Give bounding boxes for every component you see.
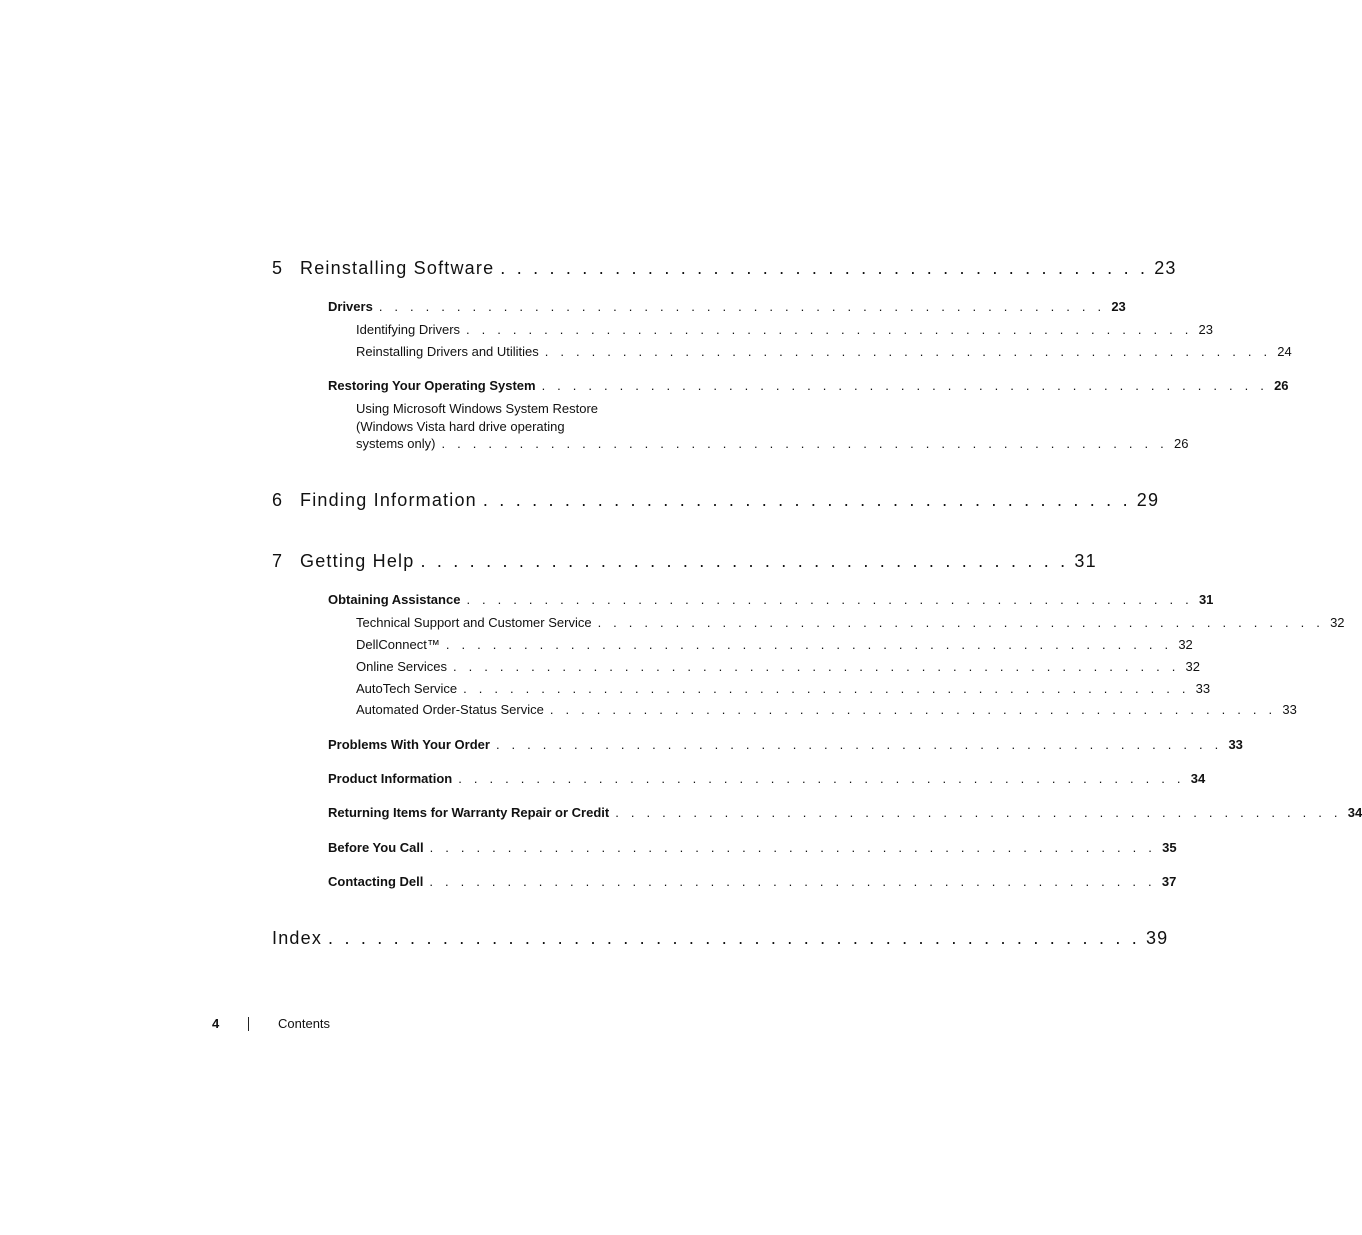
dot-leader: . . . . . . . . . . . . . . . . . . . . . . . . . . . . . . . . . . . . . . . . . . . . . . . [441, 436, 1168, 451]
chapter-page: 29 [1136, 490, 1160, 510]
chapter-page: 31 [1074, 551, 1097, 571]
dot-leader: . . . . . . . . . . . . . . . . . . . . . . . . . . . . . . . . . . . . . . . . . . . . . . . [445, 637, 1173, 652]
section-title: Product Information [328, 771, 453, 786]
item-title: AutoTech Service [356, 681, 458, 696]
section-title: Contacting Dell [328, 874, 424, 889]
section-page: 23 [1111, 299, 1126, 314]
toc-section-problems-order[interactable] [328, 737, 1243, 752]
item-page: 33 [1282, 702, 1297, 717]
section-page: 34 [1190, 771, 1206, 786]
dot-leader: . . . . . . . . . . . . . . . . . . . . . . . . . . . . . . . . . . . . . . . . . . . . . . . [466, 322, 1193, 337]
toc-item-online-services[interactable] [356, 659, 1201, 674]
toc-item-identifying-drivers[interactable] [356, 322, 1214, 337]
section-page: 26 [1274, 378, 1289, 393]
chapter-number: 5 [272, 258, 284, 278]
item-page: 23 [1198, 322, 1214, 337]
toc-section-product-information[interactable] [328, 771, 1206, 786]
index-page: 39 [1145, 928, 1169, 948]
dot-leader: . . . . . . . . . . . . . . . . . . . . . . . . . . . . . . . . . . . . . . . . . . . . . . . [466, 592, 1193, 607]
toc-section-returning-items[interactable] [328, 805, 1362, 820]
toc-section-restoring-os[interactable] [328, 378, 1289, 393]
toc-section-before-you-call[interactable] [328, 840, 1177, 855]
dot-leader: . . . . . . . . . . . . . . . . . . . . . . . . . . . . . . . . . . . . . . . . [420, 551, 1069, 571]
item-title: systems only) [356, 436, 436, 451]
toc-item-line[interactable]: (Windows Vista hard drive operating [356, 419, 565, 434]
item-title: Reinstalling Drivers and Utilities [356, 344, 539, 359]
item-title: Automated Order-Status Service [356, 702, 544, 717]
item-title: Technical Support and Customer Service [356, 615, 592, 630]
item-title: Identifying Drivers [356, 322, 461, 337]
toc-chapter-6[interactable] [272, 490, 1160, 511]
dot-leader: . . . . . . . . . . . . . . . . . . . . . . . . . . . . . . . . . . . . . . . . . . . . . . . [458, 771, 1185, 786]
footer-divider [248, 1017, 249, 1031]
index-title: Index [272, 928, 323, 948]
dot-leader: . . . . . . . . . . . . . . . . . . . . . . . . . . . . . . . . . . . . . . . . . . . . . . . [549, 702, 1277, 717]
section-title: Restoring Your Operating System [328, 378, 536, 393]
dot-leader: . . . . . . . . . . . . . . . . . . . . . . . . . . . . . . . . . . . . . . . . . . . . . . . [429, 874, 1156, 889]
item-page: 32 [1185, 659, 1201, 674]
chapter-page: 23 [1154, 258, 1177, 278]
toc-item-dellconnect[interactable] [356, 637, 1193, 652]
toc-section-drivers[interactable] [328, 299, 1126, 314]
footer-page-number: 4 [212, 1016, 220, 1031]
toc-item-reinstalling-drivers[interactable] [356, 344, 1292, 359]
section-title: Obtaining Assistance [328, 592, 461, 607]
toc-section-contacting-dell[interactable] [328, 874, 1177, 889]
item-page: 26 [1173, 436, 1189, 451]
item-page: 33 [1195, 681, 1211, 696]
section-title: Before You Call [328, 840, 424, 855]
toc-item-order-status[interactable] [356, 702, 1297, 717]
section-page: 37 [1161, 874, 1177, 889]
dot-leader: . . . . . . . . . . . . . . . . . . . . . . . . . . . . . . . . . . . . . . . . . . . . . . . [453, 659, 1180, 674]
section-page: 33 [1228, 737, 1243, 752]
section-title: Problems With Your Order [328, 737, 490, 752]
chapter-number: 7 [272, 551, 284, 571]
item-page: 32 [1330, 615, 1345, 630]
dot-leader: . . . . . . . . . . . . . . . . . . . . . . . . . . . . . . . . . . . . . . . . [482, 490, 1131, 510]
dot-leader: . . . . . . . . . . . . . . . . . . . . . . . . . . . . . . . . . . . . . . . . . . . . . . . . . . [328, 928, 1140, 948]
item-page: 32 [1178, 637, 1193, 652]
item-title: Online Services [356, 659, 448, 674]
toc-chapter-5[interactable] [272, 258, 1177, 279]
section-page: 35 [1162, 840, 1177, 855]
chapter-title: Getting Help [300, 551, 415, 571]
chapter-title: Finding Information [300, 490, 477, 510]
dot-leader: . . . . . . . . . . . . . . . . . . . . . . . . . . . . . . . . . . . . . . . . . . . . . . . [429, 840, 1157, 855]
dot-leader: . . . . . . . . . . . . . . . . . . . . . . . . . . . . . . . . . . . . . . . . . . . . . . . [463, 681, 1190, 696]
dot-leader: . . . . . . . . . . . . . . . . . . . . . . . . . . . . . . . . . . . . . . . . . . . . . . . [378, 299, 1106, 314]
section-title: Returning Items for Warranty Repair or Credit [328, 805, 610, 820]
dot-leader: . . . . . . . . . . . . . . . . . . . . . . . . . . . . . . . . . . . . . . . . [500, 258, 1149, 278]
dot-leader: . . . . . . . . . . . . . . . . . . . . . . . . . . . . . . . . . . . . . . . . . . . . . . . [544, 344, 1272, 359]
toc-item-line[interactable]: Using Microsoft Windows System Restore [356, 401, 599, 416]
chapter-title: Reinstalling Software [300, 258, 495, 278]
toc-section-obtaining-assistance[interactable] [328, 592, 1214, 607]
footer-label: Contents [278, 1016, 331, 1031]
toc-chapter-7[interactable] [272, 551, 1097, 572]
section-page: 31 [1198, 592, 1214, 607]
dot-leader: . . . . . . . . . . . . . . . . . . . . . . . . . . . . . . . . . . . . . . . . . . . . . . . [615, 805, 1342, 820]
dot-leader: . . . . . . . . . . . . . . . . . . . . . . . . . . . . . . . . . . . . . . . . . . . . . . . [597, 615, 1325, 630]
section-page: 34 [1347, 805, 1362, 820]
chapter-number: 6 [272, 490, 284, 510]
toc-item-technical-support[interactable] [356, 615, 1345, 630]
toc-item-system-restore[interactable] [356, 436, 1189, 451]
item-page: 24 [1277, 344, 1292, 359]
section-title: Drivers [328, 299, 373, 314]
dot-leader: . . . . . . . . . . . . . . . . . . . . . . . . . . . . . . . . . . . . . . . . . . . . . . . [495, 737, 1223, 752]
toc-index[interactable] [272, 928, 1169, 949]
dot-leader: . . . . . . . . . . . . . . . . . . . . . . . . . . . . . . . . . . . . . . . . . . . . . . . [541, 378, 1269, 393]
toc-item-autotech[interactable] [356, 681, 1211, 696]
item-title: DellConnect™ [356, 637, 440, 652]
